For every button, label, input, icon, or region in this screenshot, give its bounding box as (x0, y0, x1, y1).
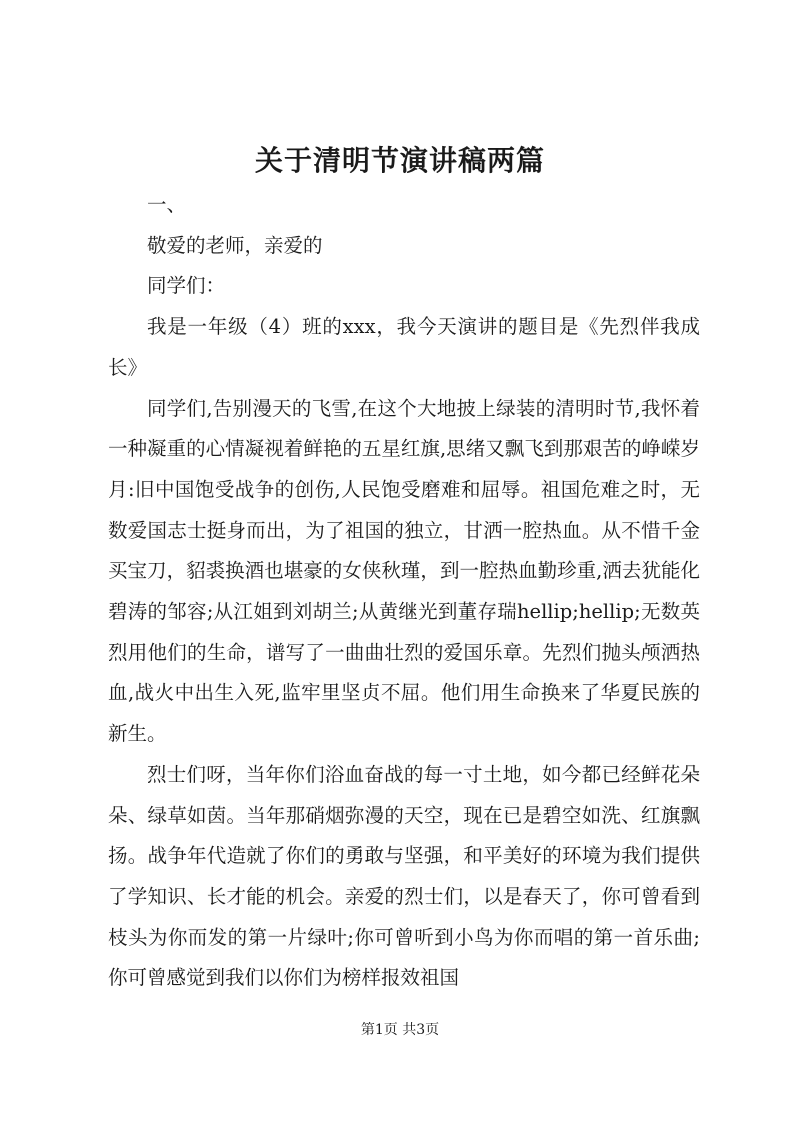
document-body (108, 185, 700, 999)
greeting-line-2: 同学们： (147, 274, 226, 298)
intro-paragraph: 我是一年级（4）班的xxx，我今天演讲的题目是《先烈伴我成长》 (108, 315, 700, 379)
page-number-footer: 第1页 共3页 (360, 1022, 440, 1038)
section-number: 一、 (147, 193, 187, 216)
greeting-line: 敬爱的老师，亲爱的 (147, 233, 323, 257)
body-paragraph: 烈士们呀，当年你们浴血奋战的每一寸土地，如今都已经鲜花朵朵、绿草如茵。当年那硝烟弥漫的天空，现在已是碧空如洗、红旗飘扬。战争年代造就了你们的勇敢与坚强，和平美好的环境为我们提供了学知识、长才能的机会。亲爱的烈士们，以是春天了，你可曾看到枝头为你而发的第一片绿叶;你可曾听到小鸟为你而唱的第一首乐曲;你可曾感觉到我们以你们为榜样报效祖国 (108, 762, 700, 990)
document-title: 关于清明节演讲稿两篇 (254, 144, 545, 177)
body-paragraph: 同学们,告别漫天的飞雪,在这个大地披上绿装的清明时节,我怀着一种凝重的心情凝视着鲜艳的五星红旗,思绪又飘飞到那艰苦的峥嵘岁月:旧中国饱受战争的创伤,人民饱受磨难和屈辱。祖国危难之时，无数爱国志士挺身而出，为了祖国的独立，甘洒一腔热血。从不惜千金买宝刀，貂裘换酒也堪豪的女侠秋瑾，到一腔热血勤珍重,洒去犹能化碧涛的邹容;从江姐到刘胡兰;从黄继光到董存瑞hellip;hellip;无数英烈用他们的生命，谱写了一曲曲壮烈的爱国乐章。先烈们抛头颅洒热血,战火中出生入死,监牢里坚贞不屈。他们用生命换来了华夏民族的新生。 (108, 396, 700, 746)
